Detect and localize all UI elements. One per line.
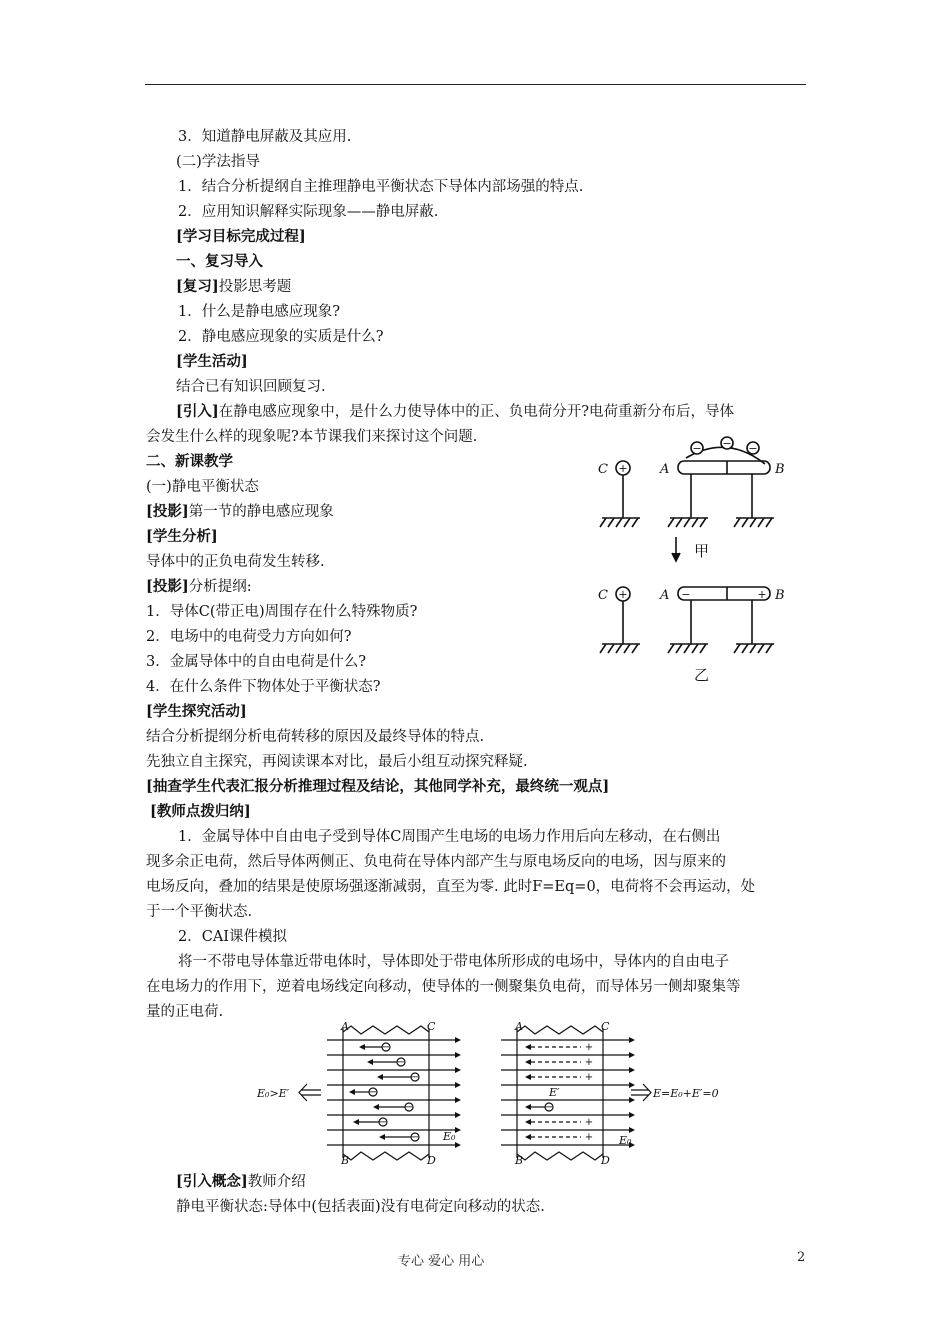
method-1: 1．结合分析提纲自主推理静电平衡状态下导体内部场强的特点.	[178, 179, 584, 195]
fig2-label-b-left: B	[341, 1154, 350, 1166]
review-question-2: 2．静电感应现象的实质是什么?	[178, 329, 384, 345]
cai-heading: 2．CAI课件模拟	[178, 929, 288, 945]
fig2-right-formula: E=E₀+E′=0	[653, 1087, 719, 1100]
positive-sign-2: +	[584, 1057, 594, 1068]
label-c-bottom: C	[598, 588, 608, 603]
summary-line-2: 现多余正电荷，然后导体两侧正、负电荷在导体内部产生与原电场反向的电场，因与原来的	[146, 854, 726, 870]
summary-line-4: 于一个平衡状态.	[146, 904, 253, 920]
inquiry-text-2: 先独立自主探究，再阅读课本对比，最后小组互动探究释疑.	[146, 754, 528, 770]
introduction-text: 在静电感应现象中，是什么力使导体中的正、负电荷分开?电荷重新分布后，导体	[218, 404, 735, 420]
summary-line-3: 电场反向，叠加的结果是使原场强逐渐减弱，直至为零. 此时F=Eq=0，电荷将不会再运动，处	[146, 879, 756, 895]
cai-line-2: 在电场力的作用下，逆着电场线定向移动，使导体的一侧聚集负电荷，而导体另一侧却聚集等	[146, 979, 741, 995]
positive-sign-3: +	[584, 1072, 594, 1083]
spot-check-heading: [抽查学生代表汇报分析推理过程及结论，其他同学补充，最终统一观点]	[146, 778, 610, 795]
process-heading: [学习目标完成过程]	[176, 228, 306, 245]
outline-3: 3．金属导体中的自由电荷是什么?	[146, 654, 366, 670]
concept-text: 教师介绍	[247, 1174, 306, 1190]
inquiry-text-1: 结合分析提纲分析电荷转移的原因及最终导体的特点.	[146, 729, 485, 745]
fig2-label-c-left: C	[427, 1020, 436, 1033]
outline-1: 1．导体C(带正电)周围存在什么特殊物质?	[146, 604, 418, 620]
induced-plus: +	[757, 588, 767, 601]
introduction-line-2: 会发生什么样的现象呢?本节课我们来探讨这个问题.	[146, 429, 478, 445]
projection-2	[146, 577, 252, 597]
projection-tag-2: [投影]	[146, 578, 189, 595]
fig2-label-a-left: A	[341, 1020, 349, 1033]
conductor-bottom	[678, 587, 770, 600]
fig2-label-d-right: D	[601, 1154, 610, 1166]
electron-sign-6: −	[378, 1117, 388, 1128]
inquiry-heading: [学生探究活动]	[146, 703, 247, 720]
electron-sign-8: −	[544, 1102, 554, 1113]
student-analysis-text: 导体中的正负电荷发生转移.	[146, 554, 325, 570]
label-yi: 乙	[694, 666, 710, 684]
positive-sign-5: +	[584, 1132, 594, 1143]
method-2: 2．应用知识解释实际现象——静电屏蔽.	[178, 204, 439, 220]
conductor-top	[678, 461, 770, 474]
footer-motto: 专心 爱心 用心	[398, 1254, 485, 1269]
label-b-bottom: B	[775, 588, 785, 603]
minus-e2: −	[722, 437, 732, 450]
fig2-e-prime: E′	[549, 1086, 560, 1099]
projection-1	[146, 502, 334, 522]
label-c-top: C	[598, 462, 608, 477]
equilibrium-heading: (一)静电平衡状态	[146, 479, 259, 495]
electron-sign-4: −	[368, 1087, 378, 1098]
label-a-bottom: A	[660, 588, 670, 603]
label-jia: 甲	[694, 542, 710, 560]
fig2-label-a-right: A	[515, 1020, 523, 1033]
projection-text-2: 分析提纲:	[188, 579, 252, 595]
fig2-left-formula: E₀>E′	[257, 1087, 290, 1100]
equilibrium-definition: 静电平衡状态:导体中(包括表面)没有电荷定向移动的状态.	[176, 1199, 545, 1215]
electron-sign-7: −	[410, 1132, 420, 1143]
student-activity-heading: [学生活动]	[176, 353, 248, 370]
summary-line-1: 1．金属导体中自由电子受到导体C周围产生电场的电场力作用后向左移动，在右侧出	[178, 829, 721, 845]
teacher-summary-heading: [教师点拨归纳]	[150, 803, 251, 820]
student-activity-text: 结合已有知识回顾复习.	[176, 379, 326, 395]
minus-e3: −	[748, 442, 758, 455]
fig2-label-b-right: B	[515, 1154, 524, 1166]
label-a-top: A	[660, 462, 670, 477]
outline-2: 2．电场中的电荷受力方向如何?	[146, 629, 352, 645]
fig2-e0-right: E₀	[619, 1134, 632, 1147]
fig2-label-c-right: C	[601, 1020, 610, 1033]
page-number: 2	[797, 1250, 806, 1265]
label-b-top: B	[775, 462, 785, 477]
concept-tag: [引入概念]	[176, 1173, 248, 1190]
electron-sign-1: −	[381, 1042, 391, 1053]
induced-minus: −	[681, 588, 691, 601]
induction-figure	[590, 436, 815, 686]
plus-c-top: +	[618, 462, 628, 475]
field-cancellation-figure	[255, 1018, 755, 1166]
review-heading: 一、复习导入	[176, 253, 263, 270]
cai-line-3: 量的正电荷.	[146, 1004, 224, 1020]
minus-e1: −	[692, 442, 702, 455]
plus-c-bottom: +	[618, 588, 628, 601]
new-lesson-heading: 二、新课教学	[146, 453, 233, 470]
concept-intro	[176, 1172, 306, 1192]
fig2-e0-left: E₀	[443, 1130, 456, 1143]
electron-sign-2: −	[396, 1057, 406, 1068]
positive-sign-1: +	[584, 1042, 594, 1053]
review-text: 投影思考题	[218, 279, 292, 295]
fig2-label-d-left: D	[427, 1154, 436, 1166]
method-heading: (二)学法指导	[176, 154, 260, 170]
header-rule	[145, 84, 806, 85]
introduction-line-1	[176, 402, 734, 422]
student-analysis-heading: [学生分析]	[146, 528, 218, 545]
outline-4: 4．在什么条件下物体处于平衡状态?	[146, 679, 381, 695]
objective-3: 3．知道静电屏蔽及其应用.	[178, 129, 352, 145]
electron-sign-3: −	[410, 1072, 420, 1083]
projection-text-1: 第一节的静电感应现象	[188, 504, 334, 520]
cai-line-1: 将一不带电导体靠近带电体时，导体即处于带电体所形成的电场中，导体内的自由电子	[178, 954, 729, 970]
review-tag: [复习]	[176, 278, 219, 295]
positive-sign-4: +	[584, 1117, 594, 1128]
introduction-tag: [引入]	[176, 403, 219, 420]
review-intro	[176, 277, 291, 297]
electron-sign-5: −	[404, 1102, 414, 1113]
projection-tag-1: [投影]	[146, 503, 189, 520]
review-question-1: 1．什么是静电感应现象?	[178, 304, 340, 320]
